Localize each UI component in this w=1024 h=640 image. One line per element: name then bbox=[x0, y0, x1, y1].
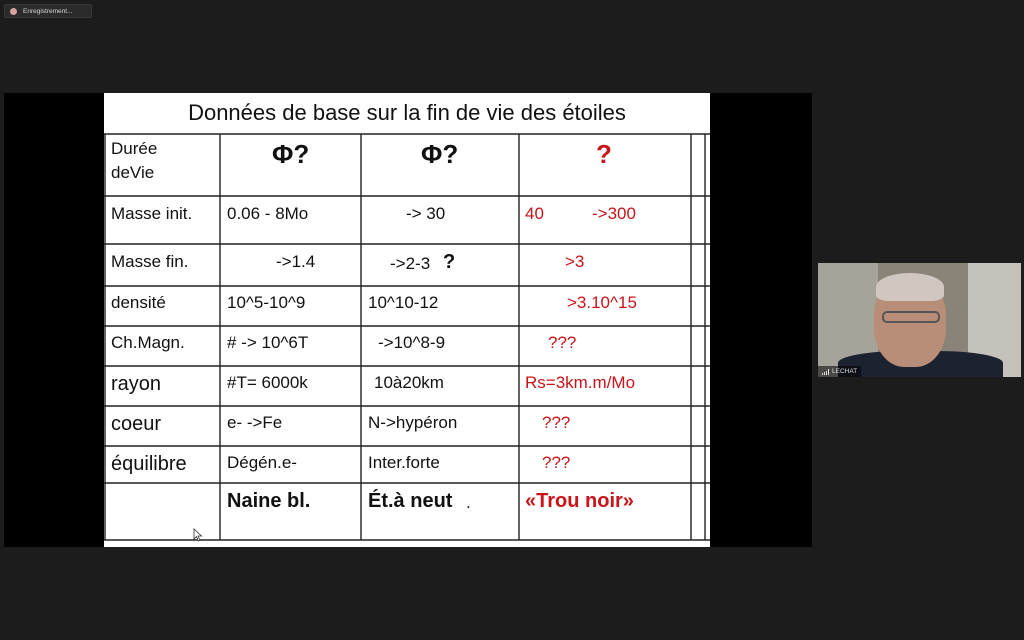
row-cell: 40 bbox=[525, 204, 544, 223]
row-cell: ->2-3 bbox=[390, 254, 431, 273]
row-label: densité bbox=[111, 293, 166, 312]
signal-strength-icon bbox=[822, 369, 829, 375]
header-label-line2: deVie bbox=[111, 163, 155, 182]
row-cell: ??? bbox=[542, 453, 571, 472]
row-cell-question: ? bbox=[443, 251, 456, 273]
table-grid bbox=[104, 93, 710, 547]
footer-cell-dot: . bbox=[466, 493, 471, 512]
record-icon bbox=[10, 8, 17, 15]
header-col-1: Φ? bbox=[272, 139, 310, 169]
row-cell: Rs=3km.m/Mo bbox=[525, 373, 636, 392]
mouse-cursor-icon bbox=[193, 528, 203, 542]
row-cell: 10^5-10^9 bbox=[227, 293, 306, 312]
row-cell: e- ->Fe bbox=[227, 413, 283, 432]
row-cell: Dégén.e- bbox=[227, 453, 297, 472]
row-cell: 0.06 - 8Mo bbox=[227, 204, 309, 223]
row-label: Masse fin. bbox=[111, 252, 189, 271]
row-cell: 10à20km bbox=[374, 373, 444, 392]
footer-cell: Naine bl. bbox=[227, 490, 311, 512]
row-cell: >3 bbox=[565, 252, 585, 271]
row-cell: 10^10-12 bbox=[368, 293, 439, 312]
row-label: Ch.Magn. bbox=[111, 333, 185, 352]
row-cell: N->hypéron bbox=[368, 413, 458, 432]
screen-share-area bbox=[4, 93, 812, 547]
presentation-slide bbox=[104, 93, 710, 547]
row-cell: -> 30 bbox=[406, 204, 446, 223]
row-cell: >3.10^15 bbox=[567, 293, 637, 312]
header-label-line1: Durée bbox=[111, 139, 158, 158]
footer-cell: «Trou noir» bbox=[525, 490, 634, 512]
footer-cell: Ét.à neut bbox=[368, 490, 453, 512]
participant-name-tag bbox=[818, 366, 861, 377]
row-label: rayon bbox=[111, 373, 162, 395]
header-col-2: Φ? bbox=[421, 139, 459, 169]
row-cell: ??? bbox=[548, 333, 577, 352]
row-cell: Inter.forte bbox=[368, 453, 440, 472]
row-cell: ->1.4 bbox=[276, 252, 316, 271]
row-label: équilibre bbox=[111, 453, 187, 475]
row-label: Masse init. bbox=[111, 204, 193, 223]
recording-indicator[interactable] bbox=[4, 4, 92, 18]
participant-hair bbox=[876, 273, 944, 301]
participant-glasses bbox=[882, 311, 940, 323]
row-label: coeur bbox=[111, 413, 162, 435]
row-cell: ->300 bbox=[592, 204, 636, 223]
participant-name: LECHAT bbox=[832, 368, 858, 375]
row-cell: # -> 10^6T bbox=[227, 333, 309, 352]
row-cell: ??? bbox=[542, 413, 571, 432]
header-col-3: ? bbox=[596, 139, 612, 169]
row-cell: #T= 6000k bbox=[227, 373, 308, 392]
slide-title: Données de base sur la fin de vie des étoiles bbox=[188, 100, 626, 125]
recording-label: Enregistrement... bbox=[23, 7, 73, 15]
row-cell: ->10^8-9 bbox=[378, 333, 446, 352]
participant-video-tile[interactable] bbox=[818, 263, 1021, 377]
